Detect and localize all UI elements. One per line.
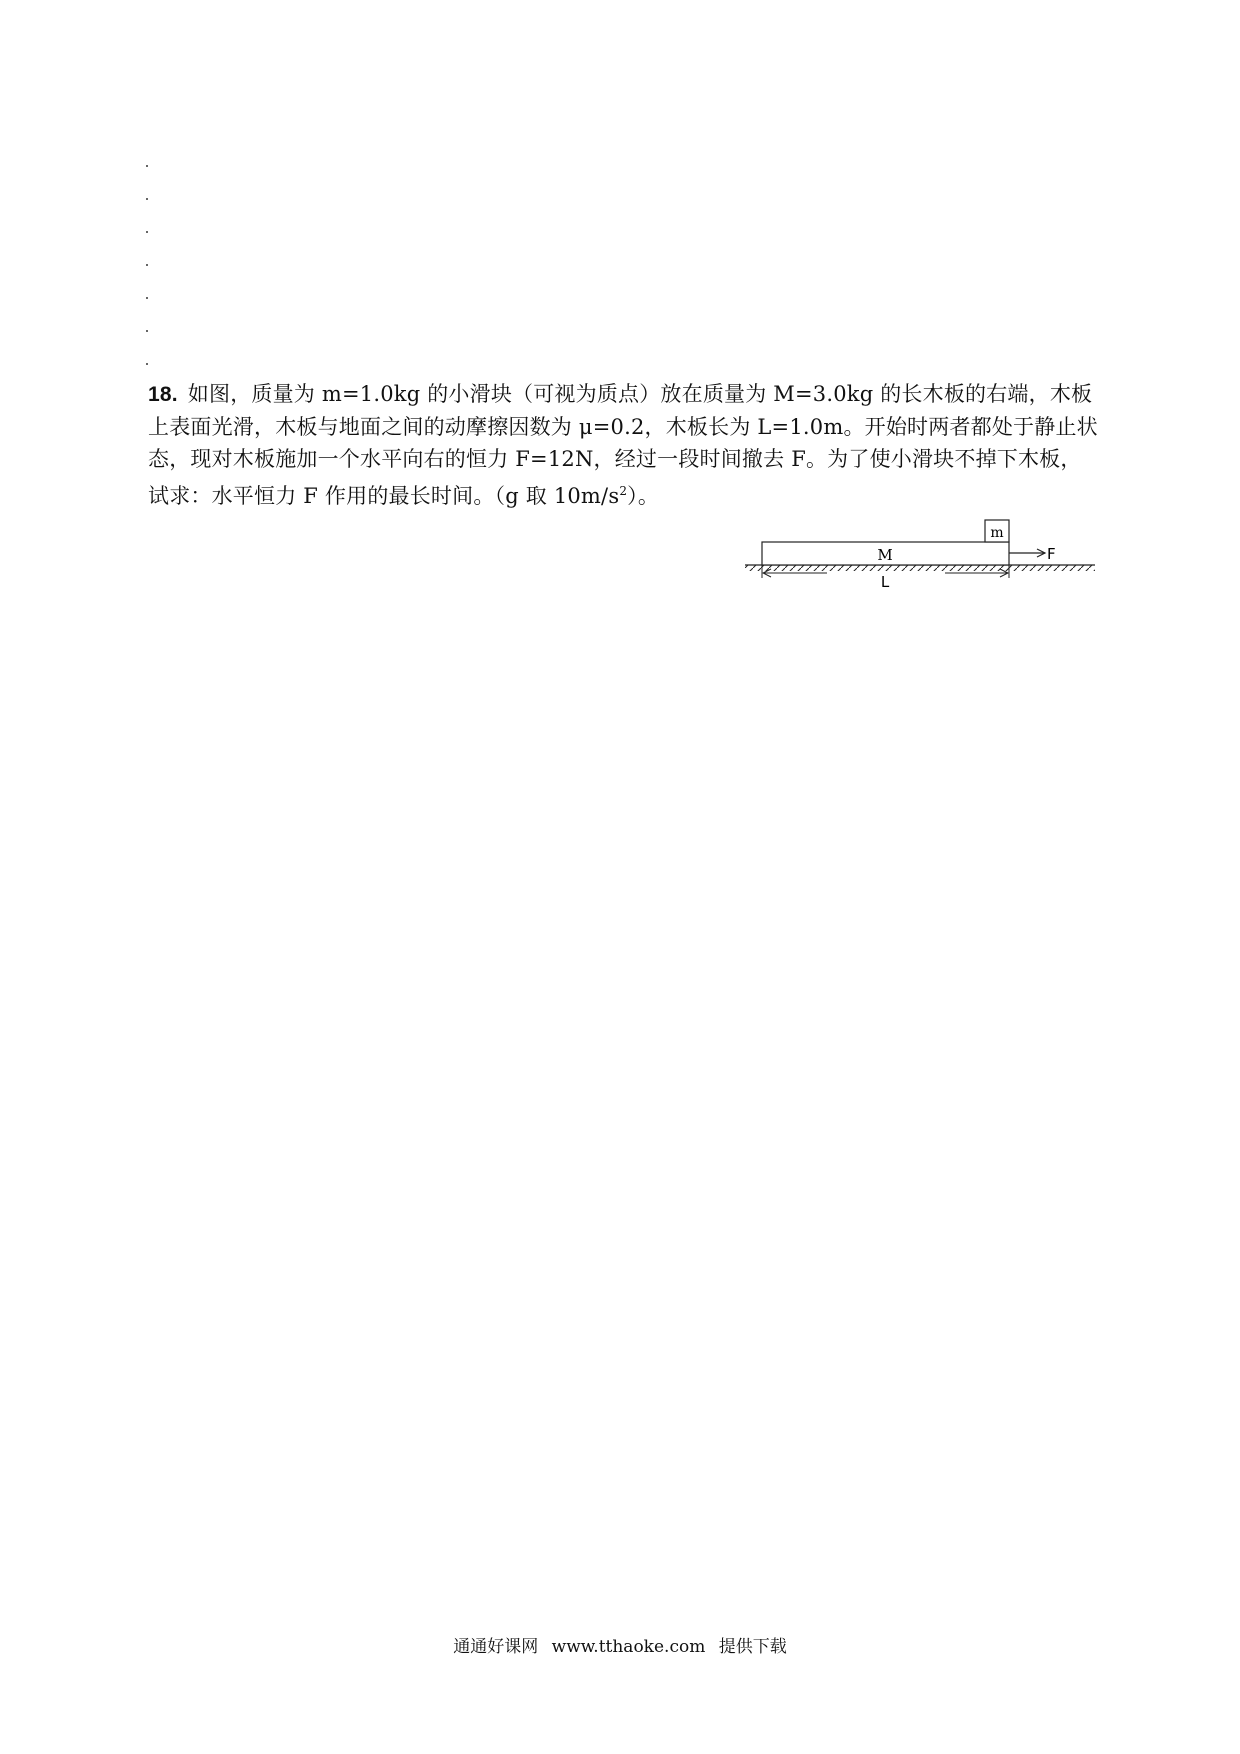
stray-dot xyxy=(146,231,148,233)
stray-dot xyxy=(146,363,148,365)
stray-dot xyxy=(146,165,148,167)
board-block-diagram xyxy=(745,512,1105,598)
footer-site-name: 通通好课网 xyxy=(453,1637,539,1657)
stray-dot xyxy=(146,297,148,299)
stray-dot xyxy=(146,330,148,332)
force-arrow xyxy=(1009,549,1045,557)
board-label: M xyxy=(877,546,893,564)
stray-dot xyxy=(146,198,148,200)
block-label: m xyxy=(990,525,1004,541)
stray-marks xyxy=(146,165,156,375)
footer-suffix: 提供下载 xyxy=(718,1637,787,1657)
problem-number: 18. xyxy=(148,383,178,406)
problem-text-end: ）。 xyxy=(627,484,660,508)
problem-18 xyxy=(148,378,1100,512)
unit-superscript: 2 xyxy=(619,484,628,498)
stray-dot xyxy=(146,264,148,266)
footer-url[interactable]: www.tthaoke.com xyxy=(551,1637,706,1657)
ground xyxy=(745,565,1095,571)
page-footer xyxy=(0,1632,1240,1657)
problem-text: 如图，质量为 m=1.0kg 的小滑块（可视为质点）放在质量为 M=3.0kg 的长木板的右端，木板上表面光滑，木板与地面之间的动摩擦因数为 μ=0.2，木板长为 L=1.0m。开始时两者都处于静止状态，现对木板施加一个水平向右的恒力 F=12N，经过一段时间撤去 F。为了使小滑块不掉下木板，试求：水平恒力 F 作用的最长时间。（g 取 10m/s xyxy=(148,382,1098,508)
force-label: F xyxy=(1047,545,1056,563)
length-label: L xyxy=(880,573,890,591)
